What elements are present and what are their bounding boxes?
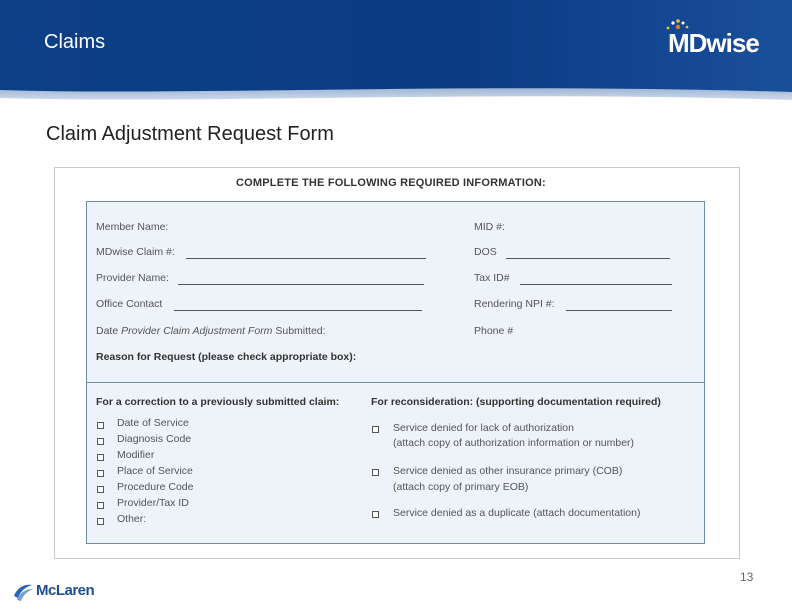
page-number: 13 — [740, 570, 754, 584]
checkbox[interactable] — [372, 426, 379, 433]
submitted-label: Submitted: — [275, 325, 326, 337]
claim-number-line — [186, 258, 426, 259]
reconsideration-item-line1: Service denied for lack of authorization — [393, 422, 574, 434]
dos-line — [506, 258, 670, 259]
form-divider — [86, 382, 705, 383]
mclaren-logo — [12, 580, 112, 606]
reconsideration-item-line1: Service denied as a duplicate (attach documentation) — [393, 507, 641, 519]
checkbox[interactable] — [97, 502, 104, 509]
correction-item: Date of Service — [117, 417, 189, 429]
checkbox[interactable] — [97, 438, 104, 445]
reason-label: Reason for Request (please check appropriate box): — [96, 351, 357, 363]
reconsideration-heading: For reconsideration: (supporting documentation required) — [371, 396, 661, 408]
slide-title: Claim Adjustment Request Form — [46, 123, 334, 145]
checkbox[interactable] — [97, 422, 104, 429]
checkbox[interactable] — [97, 518, 104, 525]
field-provider-name: Provider Name: — [96, 272, 169, 284]
logo-text: MDwise — [668, 28, 759, 58]
office-contact-line — [174, 310, 422, 311]
correction-item: Diagnosis Code — [117, 433, 192, 445]
checkbox[interactable] — [97, 454, 104, 461]
field-tax-id: Tax ID# — [474, 272, 510, 284]
section-title: Claims — [44, 31, 106, 53]
reconsideration-item-line2: (attach copy of authorization information or number) — [393, 437, 635, 449]
tax-id-line — [520, 284, 672, 285]
checkbox[interactable] — [372, 469, 379, 476]
correction-item: Other: — [117, 513, 147, 525]
field-rendering-npi: Rendering NPI #: — [474, 298, 555, 310]
field-phone: Phone # — [474, 325, 514, 337]
reconsideration-item-line2: (attach copy of primary EOB) — [393, 481, 529, 493]
provider-name-line — [178, 284, 424, 285]
form-name-label: Provider Claim Adjustment Form — [121, 325, 273, 337]
correction-item: Procedure Code — [117, 481, 194, 493]
field-dos: DOS — [474, 246, 497, 258]
reconsideration-item-line1: Service denied as other insurance primary (COB) — [393, 465, 623, 477]
header-banner — [0, 0, 792, 112]
mclaren-text: McLaren — [36, 582, 95, 599]
correction-item: Modifier — [117, 449, 155, 461]
correction-heading: For a correction to a previously submitted claim: — [96, 396, 340, 408]
date-label: Date — [96, 325, 119, 337]
field-date-submitted — [96, 325, 326, 337]
correction-item: Provider/Tax ID — [117, 497, 189, 509]
field-office-contact: Office Contact — [96, 298, 163, 310]
field-mid: MID #: — [474, 221, 505, 233]
checkbox[interactable] — [97, 470, 104, 477]
npi-line — [566, 310, 672, 311]
correction-item: Place of Service — [117, 465, 193, 477]
field-member-name: Member Name: — [96, 221, 169, 233]
form-heading: COMPLETE THE FOLLOWING REQUIRED INFORMATION: — [236, 177, 546, 189]
mdwise-logo — [664, 18, 764, 58]
checkbox[interactable] — [97, 486, 104, 493]
checkbox[interactable] — [372, 511, 379, 518]
field-claim-number: MDwise Claim #: — [96, 246, 175, 258]
mclaren-swoosh-icon — [12, 580, 34, 602]
